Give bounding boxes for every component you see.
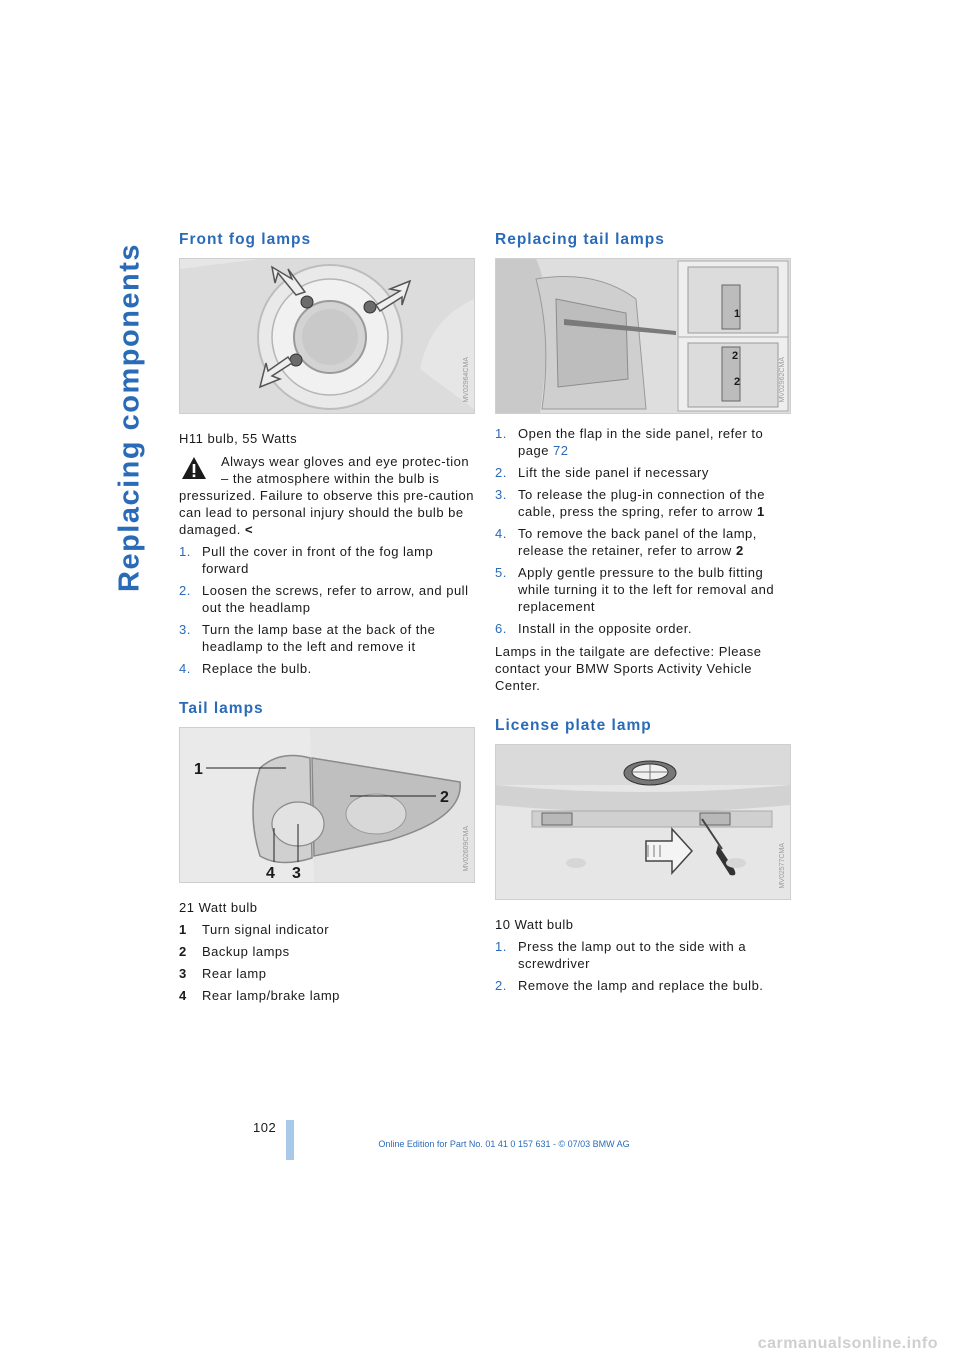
warning-text: Always wear gloves and eye protec-tion – the atmosphere within the bulb is pressurized. Failure to observe this pre-caution can lead to personal injury should the bulb be damaged. bbox=[179, 454, 474, 537]
license-steps bbox=[495, 938, 791, 994]
fog-bulb-spec: H11 bulb, 55 Watts bbox=[179, 431, 298, 446]
replacing-tail-lamp-figure bbox=[495, 258, 791, 414]
tailgate-note: Lamps in the tailgate are defective: Please contact your BMW Sports Activity Vehicle Center. bbox=[495, 644, 762, 693]
list-item: 3. To release the plug-in connection of the cable, press the spring, refer to arrow 1 bbox=[495, 487, 765, 519]
fig-label: 2 bbox=[440, 789, 450, 806]
fig-label: 1 bbox=[734, 308, 741, 320]
heading-replacing-tail-lamps: Replacing tail lamps bbox=[495, 231, 665, 248]
list-item: 2. Lift the side panel if necessary bbox=[495, 465, 709, 480]
chapter-title: Replacing components bbox=[113, 242, 146, 592]
fog-lamp-figure bbox=[179, 258, 475, 414]
fig-label: 2 bbox=[734, 376, 741, 388]
list-item: 3 Rear lamp bbox=[179, 966, 267, 981]
replace-steps bbox=[495, 425, 791, 637]
replacing-tail-lamp-illustration bbox=[496, 259, 790, 413]
figure-code: MV02962CMA bbox=[779, 357, 786, 403]
warning-block bbox=[179, 453, 475, 538]
tail-bulb-spec: 21 Watt bulb bbox=[179, 900, 258, 915]
list-item: 2. Loosen the screws, refer to arrow, and pull out the headlamp bbox=[179, 583, 469, 615]
left-column bbox=[179, 228, 475, 1004]
fog-lamp-illustration bbox=[180, 259, 474, 413]
fig-label: 1 bbox=[194, 761, 204, 778]
figure-code: MV02964CMA bbox=[463, 357, 470, 403]
end-mark: < bbox=[244, 522, 254, 537]
license-bulb-spec: 10 Watt bulb bbox=[495, 917, 574, 932]
page-number: 102 bbox=[253, 1120, 277, 1135]
list-item: 1. Pull the cover in front of the fog lamp forward bbox=[179, 544, 434, 576]
warning-icon bbox=[181, 455, 207, 481]
fig-label: 2 bbox=[732, 350, 739, 362]
tail-legend bbox=[179, 921, 475, 1004]
list-item: 2 Backup lamps bbox=[179, 944, 290, 959]
list-item: 1. Open the flap in the side panel, refer to page 72 bbox=[495, 426, 764, 458]
page-link[interactable]: 72 bbox=[553, 443, 569, 458]
list-item: 1. Press the lamp out to the side with a screwdriver bbox=[495, 939, 747, 971]
heading-license-plate-lamp: License plate lamp bbox=[495, 717, 652, 734]
right-column bbox=[495, 228, 791, 994]
license-plate-lamp-figure bbox=[495, 744, 791, 900]
tail-lamp-illustration bbox=[180, 728, 474, 882]
list-item: 4. To remove the back panel of the lamp, release the retainer, refer to arrow 2 bbox=[495, 526, 757, 558]
figure-code: MV02577CMA bbox=[779, 843, 786, 889]
tail-lamp-figure bbox=[179, 727, 475, 883]
list-item: 1 Turn signal indicator bbox=[179, 922, 330, 937]
list-item: 4. Replace the bulb. bbox=[179, 661, 312, 676]
fig-label: 3 bbox=[292, 865, 302, 882]
list-item: 2. Remove the lamp and replace the bulb. bbox=[495, 978, 764, 993]
heading-front-fog-lamps: Front fog lamps bbox=[179, 231, 312, 248]
fog-steps bbox=[179, 543, 475, 677]
list-item: 3. Turn the lamp base at the back of the headlamp to the left and remove it bbox=[179, 622, 436, 654]
list-item: 5. Apply gentle pressure to the bulb fitting while turning it to the left for removal and replacement bbox=[495, 565, 775, 614]
watermark: carmanualsonline.info bbox=[757, 1335, 938, 1352]
fig-label: 4 bbox=[266, 865, 276, 882]
list-item: 4 Rear lamp/brake lamp bbox=[179, 988, 340, 1003]
footer-note: Online Edition for Part No. 01 41 0 157 631 - © 07/03 BMW AG bbox=[378, 1139, 630, 1149]
license-plate-lamp-illustration bbox=[496, 745, 790, 899]
heading-tail-lamps: Tail lamps bbox=[179, 700, 264, 717]
figure-code: MV02609CMA bbox=[463, 826, 470, 872]
list-item: 6. Install in the opposite order. bbox=[495, 621, 692, 636]
